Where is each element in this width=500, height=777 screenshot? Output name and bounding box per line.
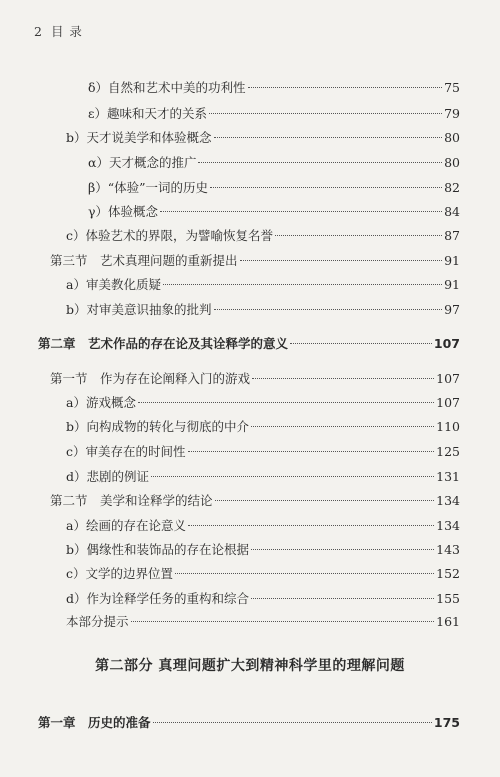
leader-dots — [198, 162, 442, 163]
toc-entry-label: 第二节 美学和诠释学的结论 — [50, 493, 213, 508]
leader-dots — [209, 113, 442, 114]
toc-entry[interactable] — [66, 542, 460, 558]
toc-entry[interactable] — [66, 228, 460, 244]
toc-entry[interactable] — [66, 591, 460, 607]
toc-entry[interactable] — [66, 469, 460, 485]
toc-entry-label: 本部分提示 — [66, 614, 129, 629]
toc-entry-label: b）对审美意识抽象的批判 — [66, 302, 212, 317]
toc-entry-label: 第一节 作为存在论阐释入门的游戏 — [50, 371, 251, 386]
toc-entry-page: 134 — [436, 518, 460, 533]
toc-entry[interactable] — [66, 395, 460, 411]
toc-entry[interactable] — [88, 204, 460, 220]
leader-dots — [252, 378, 434, 379]
toc-entry-label: α）天才概念的推广 — [88, 155, 197, 170]
toc-entry-label: ε）趣味和天才的关系 — [88, 106, 207, 121]
toc-entry[interactable] — [50, 493, 460, 509]
toc-entry[interactable] — [66, 614, 460, 630]
toc-entry-page: 131 — [436, 469, 460, 484]
toc-entry-page: 175 — [433, 715, 460, 730]
header-page-number: 2 — [34, 24, 43, 39]
toc-entry-page: 107 — [433, 336, 460, 351]
toc-entry-label: γ）体验概念 — [88, 204, 158, 219]
toc-entry[interactable] — [66, 518, 460, 534]
leader-dots — [214, 137, 443, 138]
toc-entry[interactable] — [50, 371, 460, 387]
leader-dots — [131, 621, 435, 622]
leader-dots — [251, 426, 434, 427]
toc-entry[interactable] — [66, 277, 460, 293]
leader-dots — [160, 211, 442, 212]
toc-entry[interactable] — [88, 80, 460, 96]
toc-entry[interactable] — [50, 253, 460, 269]
toc-entry-label: b）偶缘性和装饰品的存在论根据 — [66, 542, 250, 557]
toc-entry-label: b）天才说美学和体验概念 — [66, 130, 212, 145]
toc-entry[interactable] — [88, 180, 460, 196]
leader-dots — [210, 187, 442, 188]
toc-entry-page: 155 — [436, 591, 460, 606]
toc-entry-label: 第一章 历史的准备 — [38, 715, 151, 730]
toc-entry-page: 97 — [444, 302, 460, 317]
leader-dots — [290, 343, 432, 344]
toc-entry-label: δ）自然和艺术中美的功利性 — [88, 80, 246, 95]
toc-entry-label: 第三节 艺术真理问题的重新提出 — [50, 253, 238, 268]
toc-entry-label: b）向构成物的转化与彻底的中介 — [66, 419, 250, 434]
leader-dots — [251, 549, 434, 550]
leader-dots — [214, 309, 443, 310]
toc-entry-page: 110 — [436, 419, 460, 434]
leader-dots — [248, 87, 443, 88]
toc-entry-page: 80 — [444, 130, 460, 145]
leader-dots — [138, 402, 434, 403]
leader-dots — [188, 451, 435, 452]
leader-dots — [163, 284, 442, 285]
toc-entry-label: c）文学的边界位置 — [66, 566, 174, 581]
toc-chapter-entry[interactable] — [38, 715, 460, 731]
toc-entry-page: 80 — [444, 155, 460, 170]
toc-entry-label: c）审美存在的时间性 — [66, 444, 186, 459]
toc-entry-label: d）悲剧的例证 — [66, 469, 150, 484]
running-header — [34, 22, 83, 40]
toc-entry-page: 91 — [444, 253, 460, 268]
toc-entry-page: 107 — [436, 395, 460, 410]
toc-entry-page: 75 — [444, 80, 460, 95]
leader-dots — [251, 598, 434, 599]
leader-dots — [215, 500, 435, 501]
toc-entry[interactable] — [88, 106, 460, 122]
leader-dots — [275, 235, 442, 236]
toc-entry-label: a）绘画的存在论意义 — [66, 518, 186, 533]
toc-entry-label: d）作为诠释学任务的重构和综合 — [66, 591, 250, 606]
toc-entry[interactable] — [66, 302, 460, 318]
toc-entry-label: β）“体验”一词的历史 — [88, 180, 209, 195]
toc-entry-label: 第二章 艺术作品的存在论及其诠释学的意义 — [38, 336, 289, 351]
toc-entry[interactable] — [66, 419, 460, 435]
toc-entry-label: a）游戏概念 — [66, 395, 136, 410]
toc-entry-page: 84 — [444, 204, 460, 219]
toc-entry-page: 79 — [444, 106, 460, 121]
toc-entry[interactable] — [66, 444, 460, 460]
toc-entry-page: 91 — [444, 277, 460, 292]
toc-entry-page: 143 — [436, 542, 460, 557]
toc-entry[interactable] — [88, 155, 460, 171]
toc-chapter-entry[interactable] — [38, 336, 460, 352]
toc-entry[interactable] — [66, 566, 460, 582]
toc-entry-label: a）审美教化质疑 — [66, 277, 161, 292]
part-heading: 第二部分 真理问题扩大到精神科学里的理解问题 — [95, 658, 405, 674]
toc-entry-page: 125 — [436, 444, 460, 459]
leader-dots — [240, 260, 443, 261]
header-title: 目 录 — [50, 24, 83, 39]
leader-dots — [175, 573, 434, 574]
toc-entry[interactable] — [66, 130, 460, 146]
toc-entry-page: 134 — [436, 493, 460, 508]
leader-dots — [188, 525, 434, 526]
toc-entry-page: 82 — [444, 180, 460, 195]
leader-dots — [153, 722, 432, 723]
toc-entry-page: 161 — [436, 614, 460, 629]
leader-dots — [151, 476, 434, 477]
toc-entry-page: 87 — [444, 228, 460, 243]
toc-entry-page: 107 — [436, 371, 460, 386]
toc-entry-page: 152 — [436, 566, 460, 581]
toc-entry-label: c）体验艺术的界限，为譬喻恢复名誉 — [66, 228, 274, 243]
